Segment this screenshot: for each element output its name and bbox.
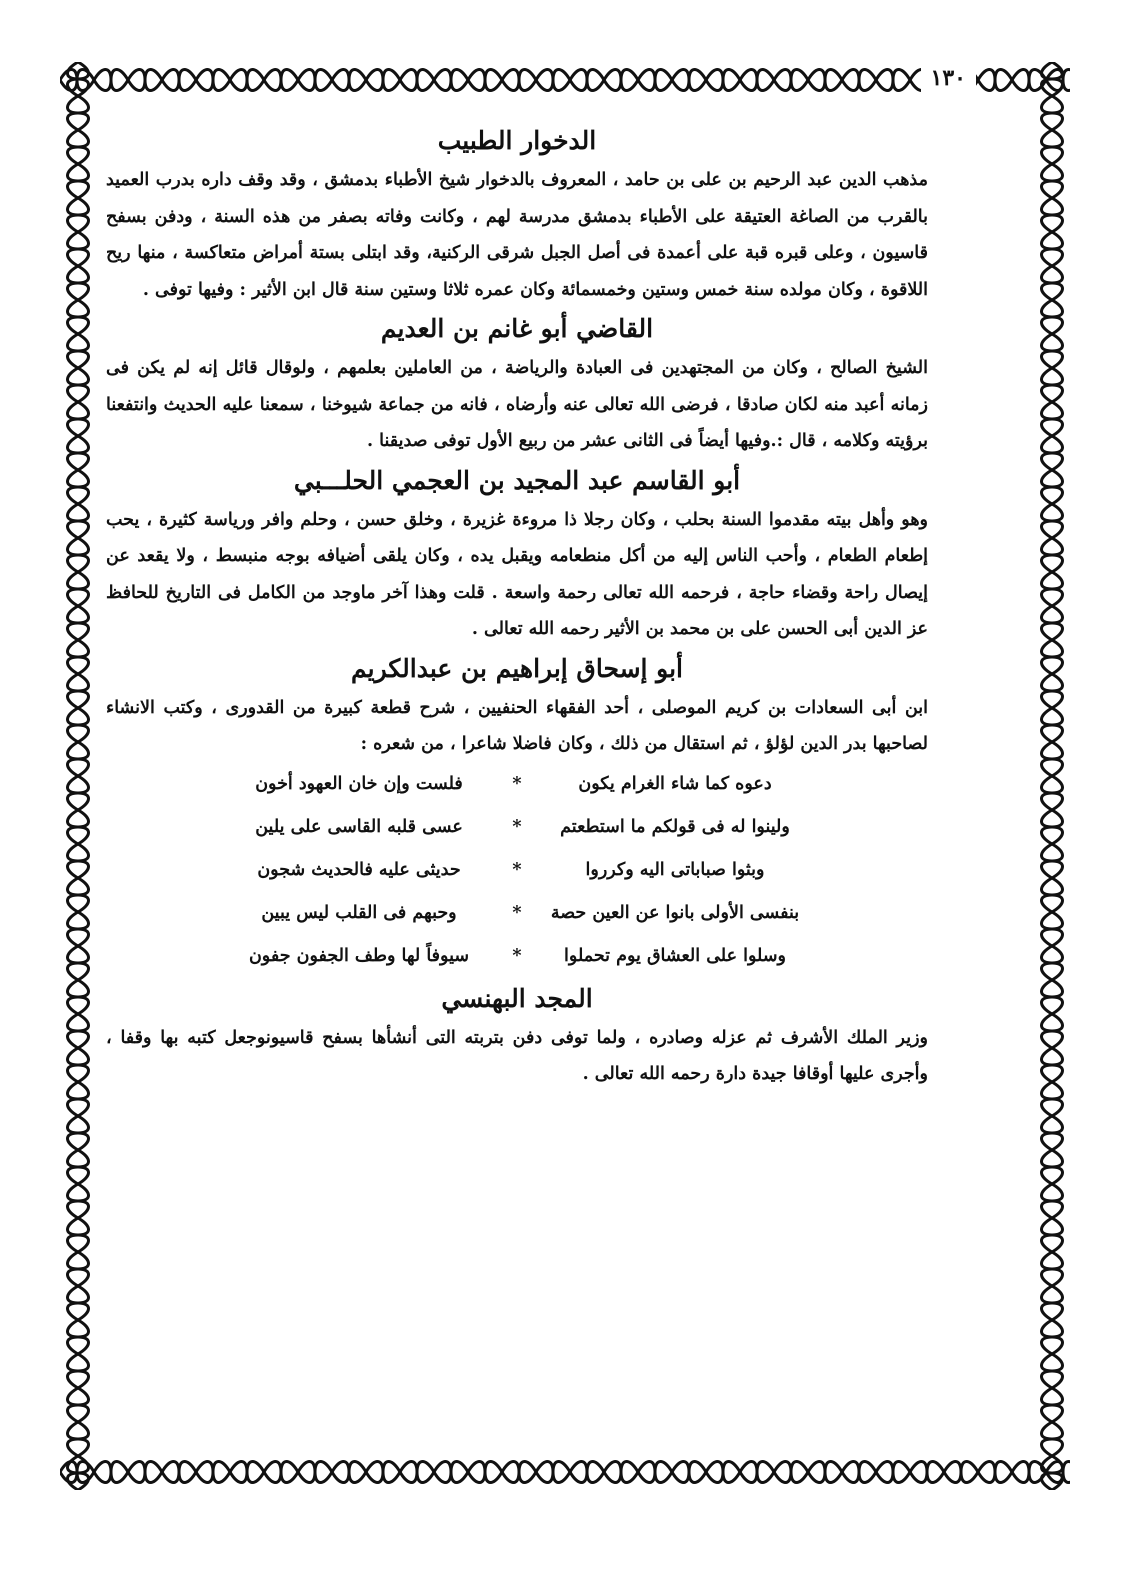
verse-second-hemistich: سيوفاً لها وطف الجفون جفون xyxy=(248,945,470,966)
text-line: الله تعالى . xyxy=(471,619,555,639)
poem-verse xyxy=(217,892,817,935)
entry-text xyxy=(106,1020,928,1093)
text-line: ورياسة كثيرة ، يحب إطعام الطعام ، وأحب الناس إليه من أكل منطعامه ويقبل يده ، وكان يلقى xyxy=(106,509,928,566)
verse-separator: * xyxy=(512,773,522,794)
verse-first-hemistich: وبثوا صباباتى اليه وكرروا xyxy=(585,859,765,880)
text-line: مذهب الدين عبد الرحيم بن على بن حامد ، المعروف بالدخوار شيخ الأطباء بدمشق ، وقد xyxy=(279,170,928,190)
text-line: وكتب الانشاء لصاحبها بدر الدين لؤلؤ ، ثم استقال من ذلك ، وكان فاضلا شاعرا ، من شعره : xyxy=(106,697,928,754)
entry-text xyxy=(106,350,928,460)
text-line: وزير الملك الأشرف ثم عزله وصادره ، ولما توفى دفن بتربته التى أنشأها بسفح قاسيونوجعل xyxy=(224,1027,928,1048)
verse-first-hemistich: دعوه كما شاء الغرام يكون xyxy=(578,773,772,794)
text-line: إنه لم يكن فى زمانه أعبد منه لكان صادقا ، فرضى الله تعالى عنه وأرضاه ، فانه من جماعة شيوخنا ، xyxy=(106,358,928,415)
poem-verse xyxy=(217,849,817,892)
text-line: الشيخ الصالح ، وكان من المجتهدين فى العبادة والرياضة ، من العاملين بعلمهم ، ولوقال قائل xyxy=(225,358,929,378)
poem-verse xyxy=(217,763,817,806)
text-line: كتبه بها وقفا ، وأجرى عليها أوقافا جيدة دارة رحمه الله تعالى . xyxy=(106,1027,928,1084)
text-line: عمره ثلاثا وستين سنة قال ابن الأثير : وفيها توفى . xyxy=(142,279,514,300)
verse-first-hemistich: بنفسى الأولى بانوا عن العين حصة xyxy=(550,902,800,923)
verse-second-hemistich: عسى قلبه القاسى على يلين xyxy=(255,816,463,837)
verse-first-hemistich: ولينوا له فى قولكم ما استطعتم xyxy=(560,816,790,837)
text-line: أضيافه بوجه منبسط ، ولا يقعد عن إيصال راحة وقضاء حاجة ، فرحمه الله تعالى رحمة واسعة . قلت xyxy=(106,546,928,603)
entry-abu-ishaq xyxy=(106,648,928,978)
text-line: وهذا آخر ماوجد من الكامل فى التاريخ للحافظ عز الدين أبى الحسن على بن محمد بن الأثير رحمه xyxy=(106,582,928,639)
entry-text xyxy=(106,162,928,308)
entry-heading: الدخوار الطبيب xyxy=(437,126,597,155)
text-line: وقف داره بدرب العميد بالقرب من الصاغة العتيقة على الأطباء بدمشق مدرسة لهم ، وكانت وفاته xyxy=(106,170,928,227)
border-right-ornament xyxy=(1034,62,1070,1490)
text-line: بصفر من هذه السنة ، ودفن بسفح قاسيون ، وعلى قبره قبة على أعمدة فى أصل الجبل شرقى الركنية، xyxy=(106,206,928,263)
verse-separator: * xyxy=(512,816,522,837)
text-line: سمعنا عليه الحديث وانتفعنا برؤيته وكلامه ، قال :.وفيها أيضاً فى الثانى عشر من ربيع الأول xyxy=(106,394,928,451)
verse-second-hemistich: حديثى عليه فالحديث شجون xyxy=(257,859,461,880)
verse-separator: * xyxy=(512,859,522,880)
text-line: وهو وأهل بيته مقدموا السنة بحلب ، وكان رجلا ذا مروءة غزيرة ، وخلق حسن ، وحلم وافر xyxy=(261,509,928,530)
entry-abu-al-qasim xyxy=(106,460,928,648)
text-line: ابن أبى السعادات بن كريم الموصلى ، أحد الفقهاء الحنفيين ، شرح قطعة كبيرة من القدورى ، xyxy=(211,697,928,718)
entry-text xyxy=(106,690,928,763)
poem-verse xyxy=(217,935,817,978)
verse-separator: * xyxy=(512,945,522,966)
border-bottom-ornament xyxy=(60,1454,1070,1490)
entry-heading: القاضي أبو غانم بن العديم xyxy=(380,314,654,343)
entry-heading: أبو القاسم عبد المجيد بن العجمي الحلـــبي xyxy=(293,465,741,495)
border-top-ornament xyxy=(60,62,1070,98)
entry-text xyxy=(106,502,928,648)
border-left-ornament xyxy=(60,62,96,1490)
entry-al-majd-bahnasi xyxy=(106,978,928,1093)
verse-separator: * xyxy=(512,902,522,923)
text-line: وقد ابتلى بستة أمراض متعاكسة ، منها ريح اللاقوة ، وكان مولده سنة خمس وستين وخمسمائة وكان xyxy=(106,243,928,300)
verse-second-hemistich: فلست وإن خان العهود أخون xyxy=(255,773,463,794)
page-body xyxy=(106,120,928,1093)
entry-heading: المجد البهنسي xyxy=(441,983,593,1013)
poem-verse xyxy=(217,806,817,849)
entry-dakhwar xyxy=(106,120,928,308)
page-number: ١٣٠ xyxy=(921,60,976,96)
poem xyxy=(217,763,817,978)
entry-abu-ghanim xyxy=(106,308,928,460)
verse-first-hemistich: وسلوا على العشاق يوم تحملوا xyxy=(564,945,786,966)
verse-second-hemistich: وحبهم فى القلب ليس يبين xyxy=(261,902,457,923)
entry-heading: أبو إسحاق إبراهيم بن عبدالكريم xyxy=(350,653,684,683)
text-line: توفى صديقنا . xyxy=(366,431,471,451)
